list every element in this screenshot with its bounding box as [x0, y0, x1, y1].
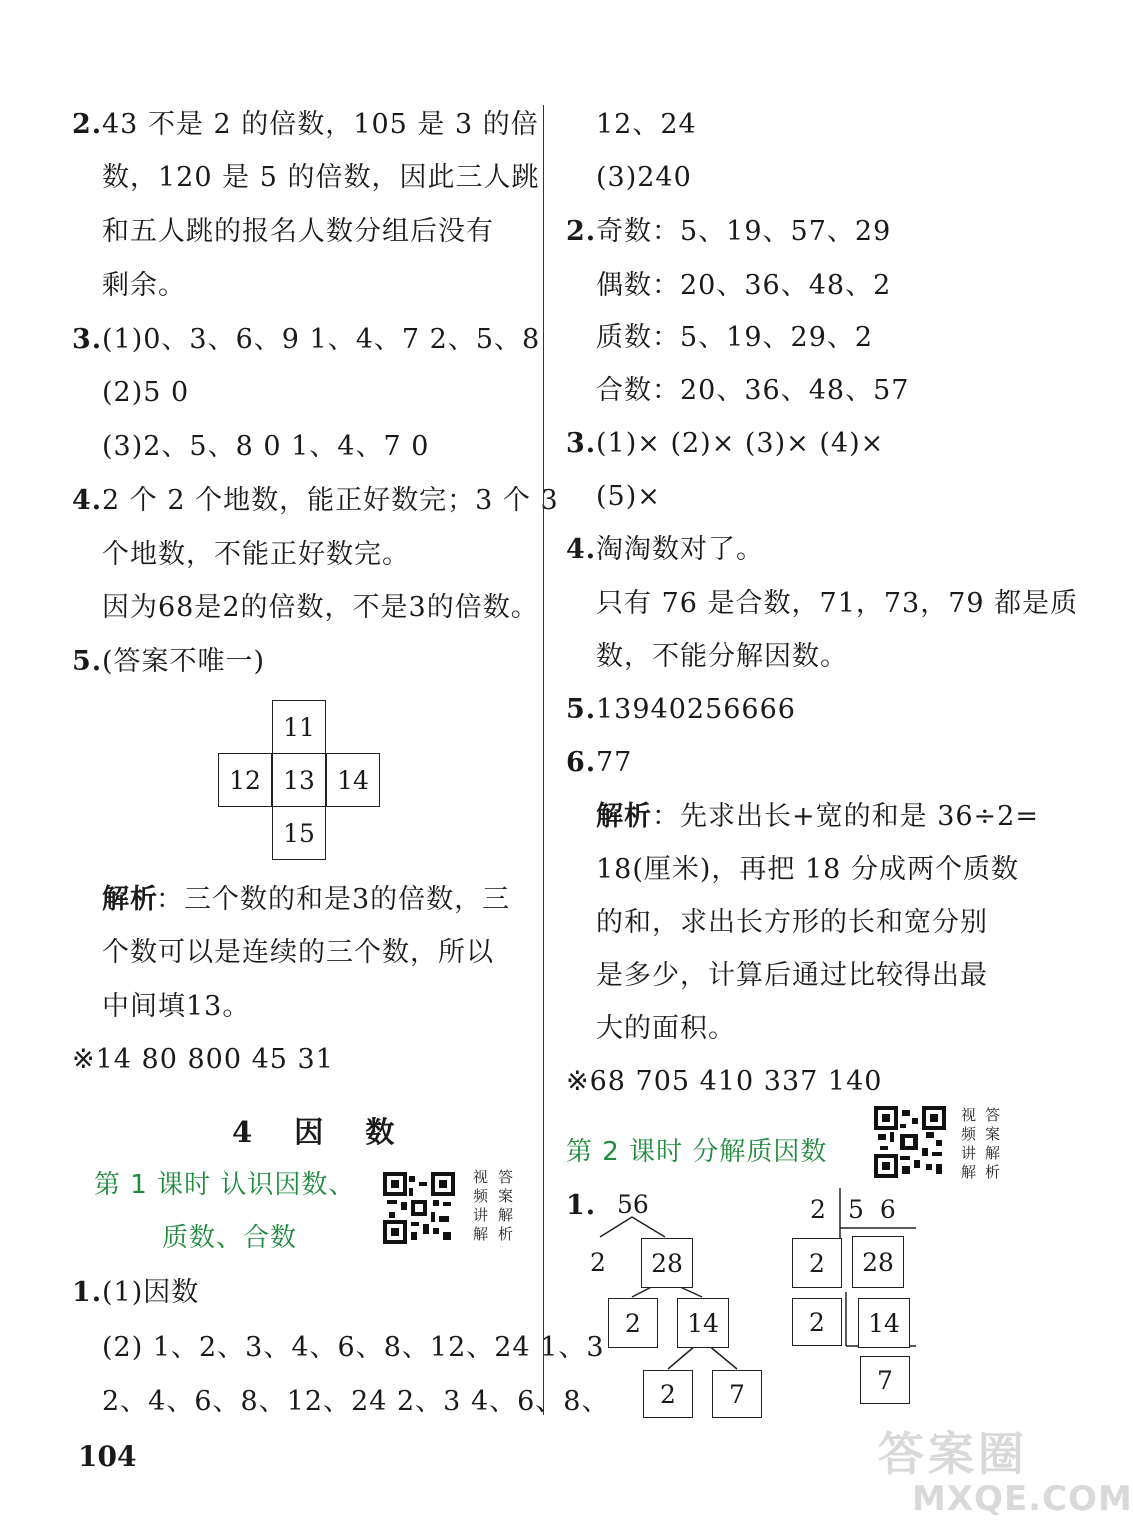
r-q4-number: 4.	[566, 534, 597, 565]
division-dividend: 5 6	[848, 1195, 900, 1224]
r-q2-line-3: 质数：5、19、29、2	[596, 322, 874, 353]
l1-q1-line-3: 2、4、6、8、12、24 2、3 4、6、8、	[102, 1386, 610, 1417]
r-analysis-line-5: 大的面积。	[596, 1013, 736, 1044]
grid-cell-left: 12	[218, 753, 272, 807]
analysis-line-2: 个数可以是连续的三个数，所以	[102, 937, 494, 968]
video-explain-label: 视频讲解	[960, 1106, 976, 1181]
l1-q1-line-1: (1)因数	[102, 1277, 200, 1308]
tree-node-28: 28	[641, 1238, 693, 1288]
division-quotient-7: 7	[860, 1356, 910, 1404]
q5-text: (答案不唯一)	[102, 646, 266, 677]
extra-answers: ※14 80 800 45 31	[72, 1044, 334, 1075]
tree-factor-2: 2	[608, 1298, 658, 1348]
r-analysis-line-2: 18(厘米)，再把 18 分成两个质数	[596, 854, 1019, 885]
l1-q1-line-2: (2) 1、2、3、4、6、8、12、24 1、3	[102, 1332, 605, 1363]
analysis-line-3: 中间填13。	[102, 991, 251, 1022]
r-q6-answer: 77	[596, 747, 633, 778]
q4-line-1: 2 个 2 个地数，能正好数完；3 个 3	[102, 485, 559, 516]
q4-line-2: 个地数，不能正好数完。	[102, 539, 410, 570]
tree-factor-1: 2	[590, 1248, 606, 1277]
q2-line-3: 和五人跳的报名人数分组后没有	[102, 216, 494, 247]
r-analysis-label: 解析	[596, 801, 652, 832]
r-q2-line-1: 奇数：5、19、57、29	[596, 216, 892, 247]
r-q6-number: 6.	[566, 747, 597, 778]
q2-line-4: 剩余。	[102, 270, 186, 301]
division-divisor-3-box: 2	[792, 1298, 842, 1346]
r-q4-line-3: 数，不能分解因数。	[596, 641, 848, 672]
qr-code-icon[interactable]	[874, 1106, 946, 1178]
division-quotient-28: 28	[852, 1236, 904, 1288]
tree-node-14: 14	[677, 1298, 729, 1348]
l2-q1-number: 1.	[566, 1190, 597, 1221]
r-q2-line-4: 合数：20、36、48、57	[596, 375, 910, 406]
q2-number: 2.	[72, 109, 103, 140]
r-q5-number: 5.	[566, 694, 597, 725]
division-divisor-2-box: 2	[792, 1238, 842, 1288]
video-explain-label: 视频讲解	[472, 1168, 488, 1243]
r-analysis-line-4: 是多少，计算后通过比较得出最	[596, 960, 988, 991]
r-q3-line-1: (1)× (2)× (3)× (4)×	[596, 428, 885, 459]
q2-line-1: 43 不是 2 的倍数，105 是 3 的倍	[102, 109, 539, 140]
tree-leaf-7: 7	[712, 1370, 762, 1418]
r-q2-line-2: 偶数：20、36、48、2	[596, 270, 892, 301]
r-extra-answers: ※68 705 410 337 140	[566, 1066, 883, 1097]
grid-cell-right: 14	[326, 753, 380, 807]
q2-line-2: 数，120 是 5 的倍数，因此三人跳	[102, 162, 540, 193]
section-title: 4 因 数	[232, 1115, 411, 1149]
r-q3-line-2: (5)×	[596, 481, 661, 512]
r-analysis-line-1: ：先求出长+宽的和是 36÷2=	[652, 801, 1039, 832]
qr-code-icon[interactable]	[383, 1172, 455, 1244]
q3-line-1: (1)0、3、6、9 1、4、7 2、5、8	[102, 324, 541, 355]
r-q3-number: 3.	[566, 428, 597, 459]
grid-cell-bottom: 15	[272, 806, 326, 860]
answer-analysis-label: 答案解析	[984, 1106, 1000, 1181]
r-analysis-line-3: 的和，求出长方形的长和宽分别	[596, 907, 988, 938]
r-q4-line-2: 只有 76 是合数，71，73，79 都是质	[596, 588, 1079, 619]
q4-line-3: 因为68是2的倍数，不是3的倍数。	[102, 592, 539, 623]
q3-line-2: (2)5 0	[102, 377, 190, 408]
grid-cell-center: 13	[272, 753, 326, 807]
lesson1-title-line2: 质数、合数	[162, 1223, 298, 1253]
q4-number: 4.	[72, 485, 103, 516]
l1-q1-number: 1.	[72, 1277, 103, 1308]
column-divider	[543, 105, 544, 1415]
division-quotient-14: 14	[858, 1298, 910, 1348]
page-number: 104	[78, 1440, 137, 1473]
answer-analysis-label: 答案解析	[497, 1168, 513, 1243]
grid-cell-top: 11	[272, 700, 326, 754]
q5-number: 5.	[72, 646, 103, 677]
division-divisor-1: 2	[810, 1195, 826, 1224]
cont-line-2: (3)240	[596, 162, 692, 193]
q3-number: 3.	[72, 324, 103, 355]
watermark	[878, 1428, 1133, 1518]
r-q5-answer: 13940256666	[596, 694, 796, 725]
cont-line-1: 12、24	[596, 109, 697, 140]
analysis-label: 解析	[102, 884, 158, 915]
r-q4-line-1: 淘淘数对了。	[596, 534, 764, 565]
lesson1-title-line1: 第 1 课时 认识因数、	[94, 1170, 356, 1200]
lesson2-title: 第 2 课时 分解质因数	[566, 1137, 828, 1167]
watermark-title: 答案圈	[878, 1427, 1028, 1481]
r-q2-number: 2.	[566, 216, 597, 247]
q3-line-3: (3)2、5、8 0 1、4、7 0	[102, 431, 430, 462]
tree-root: 56	[617, 1190, 649, 1219]
tree-factor-3: 2	[643, 1370, 693, 1418]
watermark-domain: MXQE.COM	[912, 1479, 1133, 1519]
analysis-line-1: ：三个数的和是3的倍数，三	[156, 884, 511, 915]
